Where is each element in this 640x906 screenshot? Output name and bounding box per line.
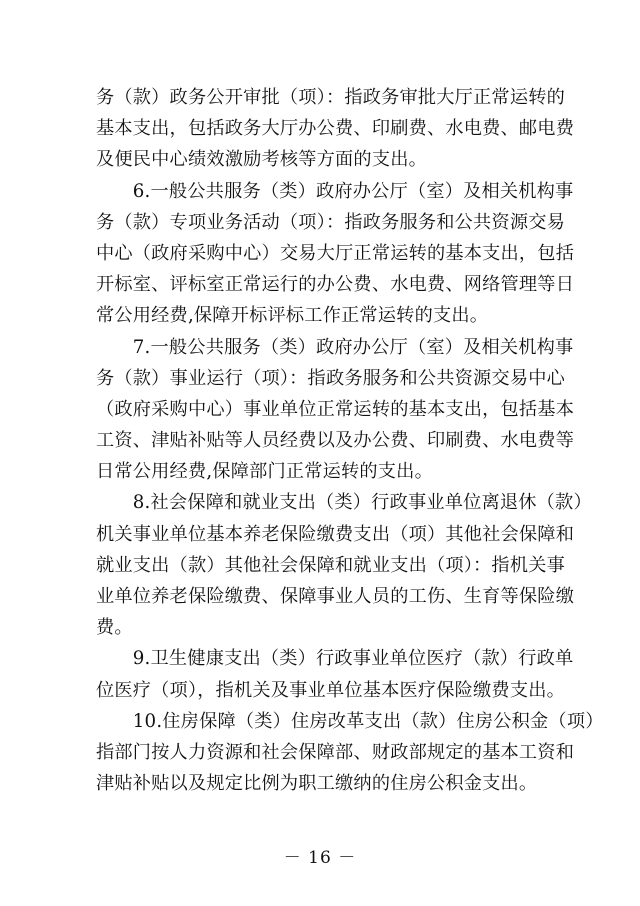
text-line: 费。 [96,617,133,639]
text-line: 常公用经费,保障开标评标工作正常运转的支出。 [96,305,489,327]
text-line: 开标室、评标室正常运行的办公费、水电费、网络管理等日 [96,274,575,296]
text-line: 及便民中心绩效激励考核等方面的支出。 [96,149,427,171]
text-line: 机关事业单位基本养老保险缴费支出（项）其他社会保障和 [96,523,575,545]
text-line: （政府采购中心）事业单位正常运转的基本支出，包括基本 [96,398,575,420]
text-line: 日常公用经费,保障部门正常运转的支出。 [96,461,433,483]
text-line: 6.一般公共服务（类）政府办公厅（室）及相关机构事 [96,180,574,202]
text-line: 指部门按人力资源和社会保障部、财政部规定的基本工资和 [96,741,575,763]
text-line: 务（款）事业运行（项）：指政务服务和公共资源交易中心 [96,367,565,389]
text-line: 工资、津贴补贴等人员经费以及办公费、印刷费、水电费等 [96,430,575,452]
text-line: 8.社会保障和就业支出（类）行政事业单位离退休（款） [96,492,592,514]
text-line: 业单位养老保险缴费、保障事业人员的工伤、生育等保险缴 [96,586,575,607]
text-line: 基本支出，包括政务大厅办公费、印刷费、水电费、邮电费 [96,118,575,140]
text-line: 9.卫生健康支出（类）行政事业单位医疗（款）行政单 [96,648,574,670]
text-line: 位医疗（项），指机关及事业单位基本医疗保险缴费支出。 [96,679,565,701]
text-line: 就业支出（款）其他社会保障和就业支出（项）：指机关事 [96,554,565,576]
text-line: 10.住房保障（类）住房改革支出（款）住房公积金（项） [96,710,604,732]
text-line: 7.一般公共服务（类）政府办公厅（室）及相关机构事 [96,336,574,358]
page-number: － 16 － [283,848,357,868]
text-line: 中心（政府采购中心）交易大厅正常运转的基本支出，包括 [96,242,575,264]
text-line: 津贴补贴以及规定比例为职工缴纳的住房公积金支出。 [96,773,538,795]
text-line: 务（款）专项业务活动（项）：指政务服务和公共资源交易 [96,211,565,233]
text-line: 务（款）政务公开审批（项）：指政务审批大厅正常运转的 [96,87,565,108]
document-body [96,82,604,799]
